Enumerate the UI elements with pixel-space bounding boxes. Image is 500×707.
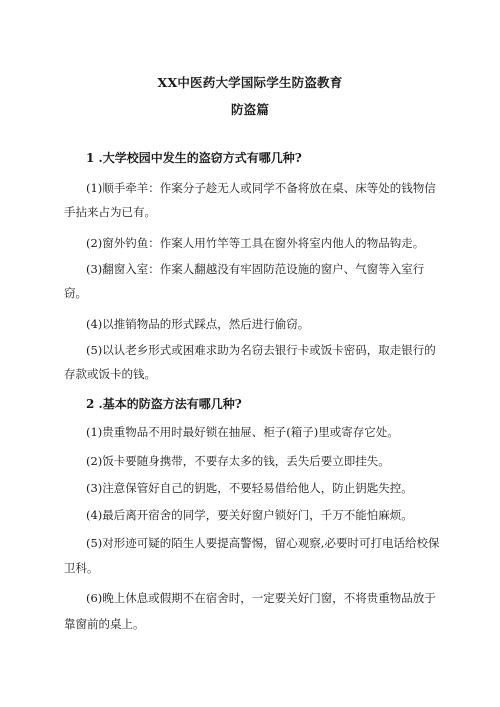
- section1-item-2-line1: (2)窗外钓鱼：作案人用竹竿等工具在窗外将室内他人的物品钩走。: [86, 236, 425, 250]
- section2-item-3-line1: (3)注意保管好自己的钥匙，不要轻易借给他人，防止钥匙失控。: [86, 481, 413, 495]
- section2-item-2-line1: (2)饭卡要随身携带，不要存太多的钱，丢失后要立即挂失。: [86, 454, 390, 468]
- section1-item-5-line2: 存款或饭卡的钱。: [64, 367, 156, 381]
- section1-item-1-line1: (1)顺手牵羊：作案分子趁无人或同学不备将放在桌、床等处的钱物信: [86, 181, 436, 195]
- document-title: XX中医药大学国际学生防盗教育: [157, 75, 343, 90]
- section1-item-1-line2: 手拈来占为已有。: [64, 205, 156, 219]
- section1-item-5-line1: (5)以认老乡形式或困难求助为名窃去银行卡或饭卡密码，取走银行的: [86, 343, 436, 357]
- section2-item-6-line2: 靠窗前的桌上。: [64, 617, 145, 631]
- section1-item-3-line2: 窃。: [64, 286, 87, 300]
- section2-item-4-line1: (4)最后离开宿舍的同学，要关好窗户锁好门，千万不能怕麻烦。: [86, 508, 413, 522]
- document-subtitle: 防盗篇: [230, 102, 270, 117]
- section2-item-1-line1: (1)贵重物品不用时最好锁在抽屉、柜子(箱子)里或寄存它处。: [86, 425, 399, 439]
- section2-heading: 2 .基本的防盗方法有哪几种?: [86, 397, 242, 411]
- section1-item-3-line1: (3)翻窗入室：作案人翻越没有牢固防范设施的窗户、气窗等入室行: [86, 262, 425, 276]
- section2-item-5-line1: (5)对形迹可疑的陌生人要提高警惕，留心观察,必要时可打电话给校保: [86, 536, 440, 550]
- section2-item-6-line1: (6)晚上休息或假期不在宿舍时，一定要关好门窗，不将贵重物品放于: [86, 591, 436, 605]
- section1-heading: 1 .大学校园中发生的盗窃方式有哪几种?: [86, 151, 302, 165]
- section1-item-4-line1: (4)以推销物品的形式踩点，然后进行偷窃。: [86, 317, 310, 331]
- section2-item-5-line2: 卫科。: [64, 561, 99, 575]
